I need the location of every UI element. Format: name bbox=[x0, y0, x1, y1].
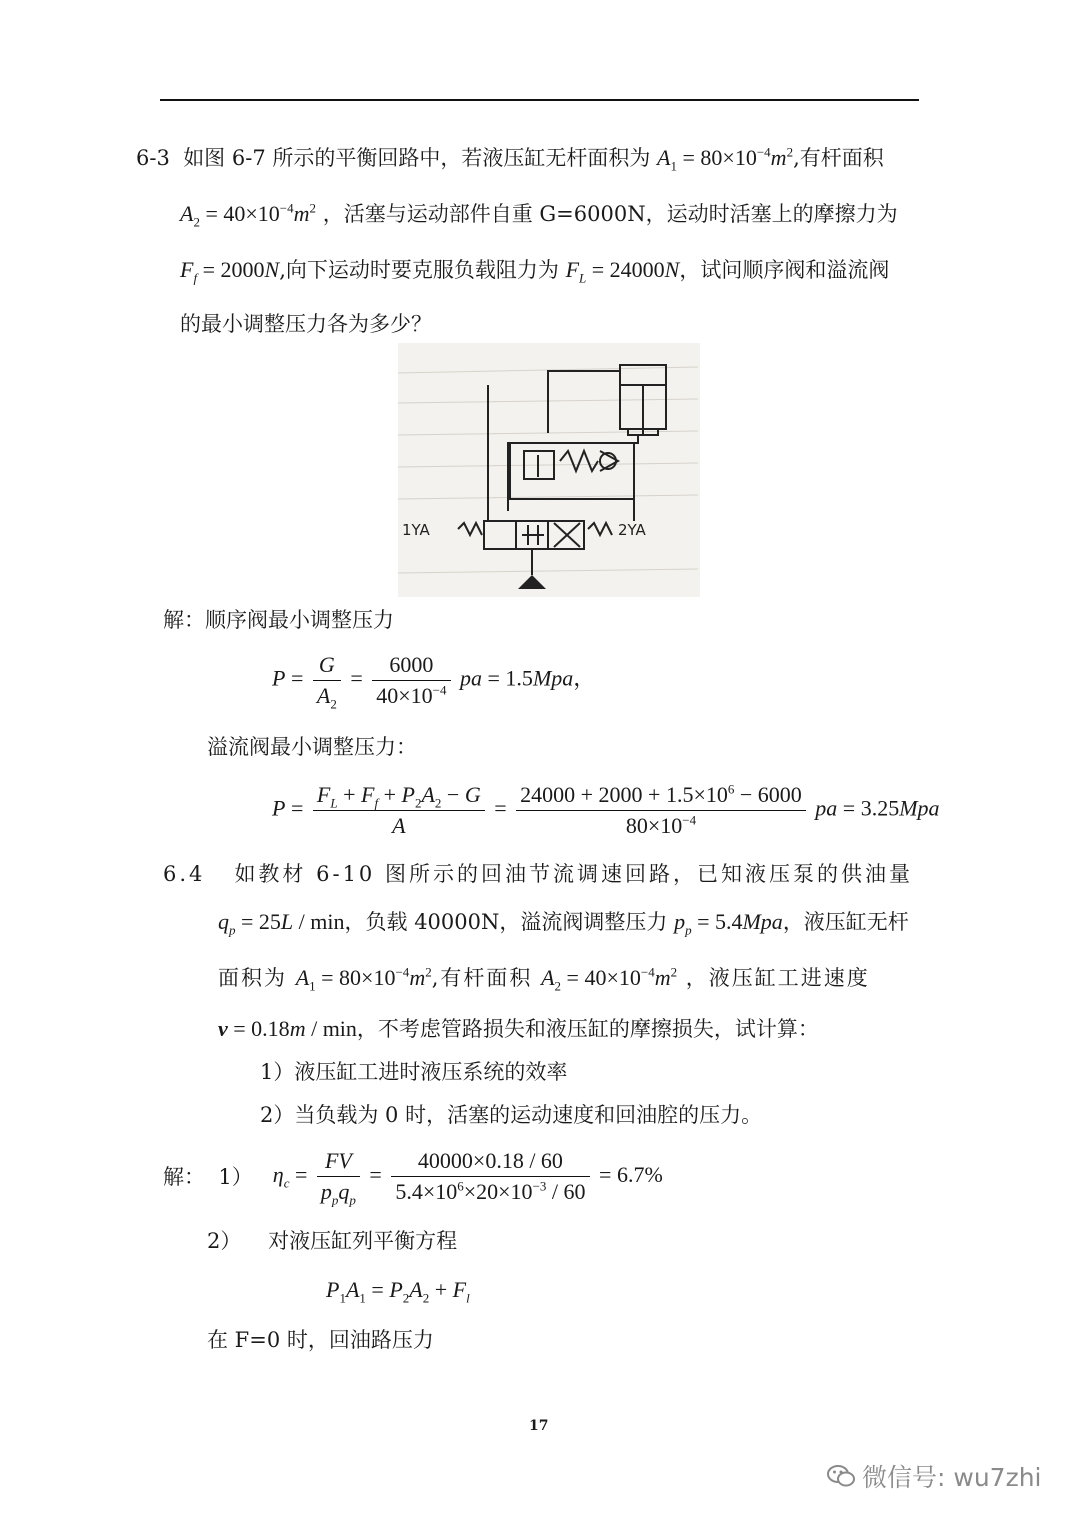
problem-6-4-line-3: 面积为 $A_1 = 80\times 10^{-4}m^2$,有杆面积 $A_2 = 40\times 10^{-4}m^2$ ，液压缸工进速度 bbox=[218, 964, 870, 994]
problem-6-4-line-1: 6.4 如教材 6-10 图所示的回油节流调速回路，已知液压泵的供油量 bbox=[163, 862, 913, 886]
problem-6-3-line-1 bbox=[136, 144, 884, 172]
problem-6-4-item-1: 1）液压缸工进时液压系统的效率 bbox=[260, 1060, 568, 1084]
formula-a2: $A_2 = 40\times 10^{-4}m^2$ bbox=[541, 964, 678, 994]
formula-p-relief: P = $\frac{F_L + F_f + P_2A_2 - G}{A}$ = $\frac{24000 + 2000 + 1.5\times 10^6 - 6000}{80\times 10^{-4}}$ pa = 3.25Mpa bbox=[272, 781, 940, 838]
solution-6-3-relief: 溢流阀最小调整压力： bbox=[207, 735, 417, 759]
solution-6-4-step-2: 2） 对液压缸列平衡方程 bbox=[207, 1229, 458, 1253]
problem-6-3-line-4: 的最小调整压力各为多少？ bbox=[180, 312, 432, 336]
formula-p-sequence: P = $\frac{G}{A_2}$ = $\frac{6000}{40\times 10^{-4}}$ pa = 1.5Mpa， bbox=[272, 652, 596, 712]
formula-efficiency: $\eta_c$ = $\frac{FV}{p_pq_p}$ = $\frac{40000\times 0.18 / 60}{5.4\times 10^6\times 20\times 10^{-3} / 60}$ = 6.7% bbox=[272, 1148, 663, 1208]
problem-6-4-item-2: 2）当负载为 0 时，活塞的运动速度和回油腔的压力。 bbox=[260, 1103, 763, 1127]
wechat-watermark bbox=[826, 1458, 1041, 1494]
balance-circuit-figure bbox=[398, 343, 700, 597]
formula-a1: $A_1 = 80\times 10^{-4}m^2$ bbox=[295, 964, 432, 994]
label-2ya: 2YA bbox=[618, 521, 646, 539]
problem-text: ，试问顺序阀和溢流阀 bbox=[679, 258, 890, 282]
formula-a2: $A_2 = 40\times 10^{-4}m^2$ bbox=[180, 200, 317, 230]
problem-text: ，活塞与运动部件自重 G=6000N，运动时活塞上的摩擦力为 bbox=[322, 202, 898, 226]
problem-6-4-line-2: $q_p = 25L / \min$，负载 40000N，溢流阀调整压力 $p_p = 5.4Mpa$，液压缸无杆 bbox=[218, 909, 909, 938]
problem-text: 如图 6-7 所示的平衡回路中，若液压缸无杆面积为 bbox=[183, 146, 651, 170]
formula-fl: $F_L = 24000N$ bbox=[565, 257, 680, 286]
solution-6-4-step-1: 解： 1） $\eta_c$ = $\frac{FV}{p_pq_p}$ = $\frac{40000\times 0.18 / 60}{5.4\times 10^6\times 20\times 10^{-3} / 60}$ = 6.7% bbox=[163, 1148, 663, 1208]
solution-6-4-last-line: 在 F=0 时，回油路压力 bbox=[207, 1328, 434, 1352]
watermark-text: 微信号: wu7zhi bbox=[862, 1463, 1042, 1492]
problem-number: 6-3 bbox=[136, 146, 170, 170]
label-1ya: 1YA bbox=[402, 521, 430, 539]
page-number: 17 bbox=[529, 1418, 549, 1434]
header-rule bbox=[160, 99, 919, 101]
problem-number: 6.4 bbox=[163, 862, 206, 886]
problem-6-3-line-2 bbox=[180, 200, 898, 228]
wechat-icon bbox=[826, 1463, 856, 1489]
problem-text: ,有杆面积 bbox=[793, 146, 884, 170]
formula-balance: $P_1A_1 = P_2A_2 + F_l$ bbox=[326, 1277, 470, 1306]
formula-pp: $p_p = 5.4Mpa$ bbox=[674, 909, 783, 938]
problem-6-4-line-4: v = 0.18m / min，不考虑管路损失和液压缸的摩擦损失，试计算： bbox=[218, 1016, 819, 1041]
formula-v: v = 0.18m / min bbox=[218, 1016, 357, 1041]
solution-6-3-heading: 解：顺序阀最小调整压力 bbox=[163, 608, 394, 632]
formula-ff: $F_f = 2000N$ bbox=[180, 257, 280, 286]
formula-a1: $A_1 = 80\times 10^{-4}m^2$ bbox=[657, 144, 794, 174]
formula-qp: $q_p = 25L / \min$ bbox=[218, 909, 345, 938]
hydraulic-diagram bbox=[398, 343, 700, 597]
problem-6-3-line-3 bbox=[180, 256, 889, 284]
problem-text: ,向下运动时要克服负载阻力为 bbox=[279, 258, 559, 282]
